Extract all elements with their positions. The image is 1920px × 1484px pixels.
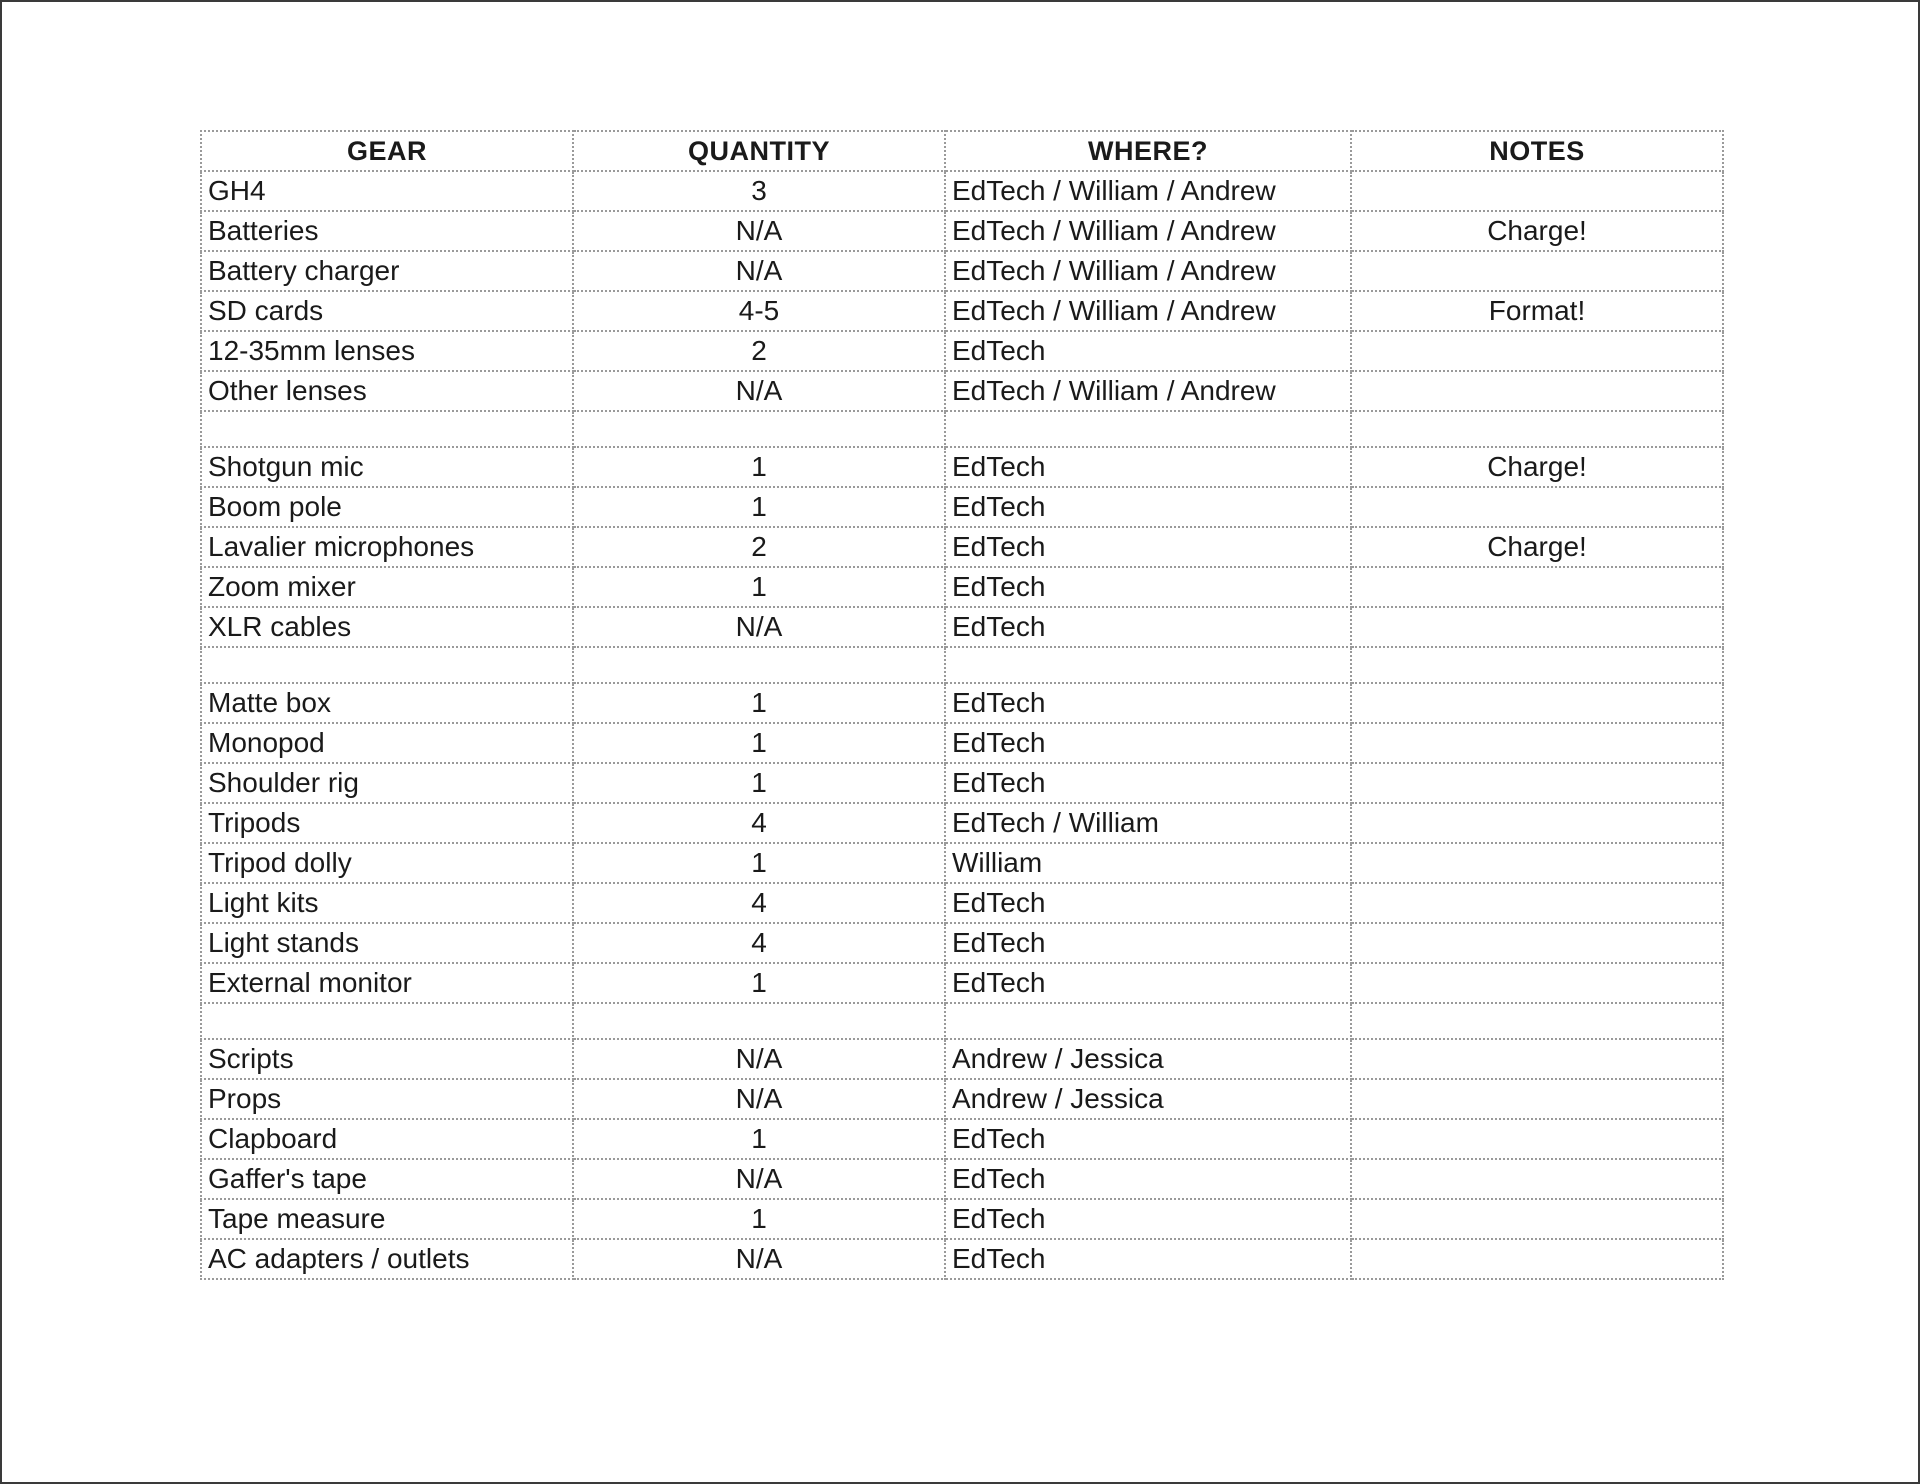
notes-cell: Charge! bbox=[1351, 527, 1723, 567]
quantity-cell: 1 bbox=[573, 1119, 945, 1159]
table-row bbox=[201, 1239, 1723, 1279]
header-notes: NOTES bbox=[1351, 131, 1723, 171]
where-cell: EdTech bbox=[945, 487, 1351, 527]
quantity-cell: N/A bbox=[573, 1159, 945, 1199]
header-quantity: QUANTITY bbox=[573, 131, 945, 171]
gear-cell: Shoulder rig bbox=[201, 763, 573, 803]
gear-cell: Monopod bbox=[201, 723, 573, 763]
quantity-cell: 1 bbox=[573, 723, 945, 763]
notes-cell bbox=[1351, 963, 1723, 1003]
table-row bbox=[201, 683, 1723, 723]
notes-cell bbox=[1351, 331, 1723, 371]
quantity-cell: 1 bbox=[573, 447, 945, 487]
where-cell: EdTech / William / Andrew bbox=[945, 251, 1351, 291]
gear-cell: Gaffer's tape bbox=[201, 1159, 573, 1199]
where-cell: EdTech bbox=[945, 331, 1351, 371]
table-body bbox=[201, 171, 1723, 1279]
gear-cell: Light kits bbox=[201, 883, 573, 923]
gear-cell bbox=[201, 411, 573, 447]
where-cell: EdTech bbox=[945, 683, 1351, 723]
table-row bbox=[201, 1039, 1723, 1079]
table-row bbox=[201, 923, 1723, 963]
notes-cell bbox=[1351, 1239, 1723, 1279]
gear-cell: Batteries bbox=[201, 211, 573, 251]
quantity-cell: 1 bbox=[573, 683, 945, 723]
quantity-cell: 1 bbox=[573, 1199, 945, 1239]
gear-cell: Boom pole bbox=[201, 487, 573, 527]
notes-cell bbox=[1351, 567, 1723, 607]
where-cell: EdTech bbox=[945, 527, 1351, 567]
where-cell bbox=[945, 411, 1351, 447]
gear-cell: Zoom mixer bbox=[201, 567, 573, 607]
notes-cell: Format! bbox=[1351, 291, 1723, 331]
where-cell: EdTech bbox=[945, 1159, 1351, 1199]
table-row bbox=[201, 447, 1723, 487]
notes-cell bbox=[1351, 1199, 1723, 1239]
where-cell: EdTech / William bbox=[945, 803, 1351, 843]
where-cell bbox=[945, 1003, 1351, 1039]
quantity-cell: 2 bbox=[573, 527, 945, 567]
table-row bbox=[201, 251, 1723, 291]
notes-cell bbox=[1351, 763, 1723, 803]
quantity-cell: N/A bbox=[573, 1039, 945, 1079]
gear-cell: AC adapters / outlets bbox=[201, 1239, 573, 1279]
table-row bbox=[201, 1079, 1723, 1119]
quantity-cell bbox=[573, 411, 945, 447]
table-row bbox=[201, 331, 1723, 371]
notes-cell bbox=[1351, 371, 1723, 411]
gear-cell: Matte box bbox=[201, 683, 573, 723]
notes-cell bbox=[1351, 647, 1723, 683]
notes-cell bbox=[1351, 487, 1723, 527]
table-row bbox=[201, 487, 1723, 527]
where-cell: Andrew / Jessica bbox=[945, 1039, 1351, 1079]
where-cell: William bbox=[945, 843, 1351, 883]
notes-cell bbox=[1351, 251, 1723, 291]
where-cell: EdTech / William / Andrew bbox=[945, 371, 1351, 411]
quantity-cell: N/A bbox=[573, 607, 945, 647]
gear-cell: Scripts bbox=[201, 1039, 573, 1079]
notes-cell: Charge! bbox=[1351, 211, 1723, 251]
where-cell: EdTech bbox=[945, 1119, 1351, 1159]
gear-cell: Props bbox=[201, 1079, 573, 1119]
gear-cell: GH4 bbox=[201, 171, 573, 211]
where-cell: EdTech bbox=[945, 963, 1351, 1003]
table-row bbox=[201, 1119, 1723, 1159]
table-row bbox=[201, 607, 1723, 647]
header-row bbox=[201, 131, 1723, 171]
gear-cell: Lavalier microphones bbox=[201, 527, 573, 567]
where-cell: EdTech bbox=[945, 447, 1351, 487]
table-row bbox=[201, 763, 1723, 803]
where-cell: EdTech bbox=[945, 723, 1351, 763]
where-cell: EdTech bbox=[945, 1239, 1351, 1279]
gear-cell: Light stands bbox=[201, 923, 573, 963]
where-cell: EdTech bbox=[945, 1199, 1351, 1239]
gear-cell bbox=[201, 647, 573, 683]
table-row bbox=[201, 371, 1723, 411]
table-row bbox=[201, 803, 1723, 843]
gear-checklist-table bbox=[200, 130, 1724, 1280]
header-where: WHERE? bbox=[945, 131, 1351, 171]
table-row bbox=[201, 291, 1723, 331]
gear-cell: Shotgun mic bbox=[201, 447, 573, 487]
table-row bbox=[201, 963, 1723, 1003]
notes-cell bbox=[1351, 1003, 1723, 1039]
where-cell: EdTech bbox=[945, 883, 1351, 923]
where-cell: EdTech bbox=[945, 567, 1351, 607]
notes-cell bbox=[1351, 883, 1723, 923]
gear-cell: XLR cables bbox=[201, 607, 573, 647]
table-row bbox=[201, 843, 1723, 883]
quantity-cell: N/A bbox=[573, 251, 945, 291]
notes-cell bbox=[1351, 1119, 1723, 1159]
quantity-cell: N/A bbox=[573, 1079, 945, 1119]
quantity-cell: 4-5 bbox=[573, 291, 945, 331]
gear-cell: SD cards bbox=[201, 291, 573, 331]
quantity-cell: 2 bbox=[573, 331, 945, 371]
quantity-cell: 1 bbox=[573, 763, 945, 803]
quantity-cell: N/A bbox=[573, 211, 945, 251]
gear-cell: External monitor bbox=[201, 963, 573, 1003]
quantity-cell: 3 bbox=[573, 171, 945, 211]
where-cell: EdTech / William / Andrew bbox=[945, 171, 1351, 211]
table-row bbox=[201, 883, 1723, 923]
quantity-cell: 4 bbox=[573, 923, 945, 963]
notes-cell bbox=[1351, 923, 1723, 963]
gear-cell bbox=[201, 1003, 573, 1039]
gear-cell: Tape measure bbox=[201, 1199, 573, 1239]
table-row bbox=[201, 723, 1723, 763]
where-cell: EdTech bbox=[945, 763, 1351, 803]
quantity-cell bbox=[573, 1003, 945, 1039]
where-cell: EdTech bbox=[945, 923, 1351, 963]
table-row bbox=[201, 171, 1723, 211]
notes-cell bbox=[1351, 411, 1723, 447]
quantity-cell: 1 bbox=[573, 487, 945, 527]
notes-cell bbox=[1351, 1039, 1723, 1079]
notes-cell bbox=[1351, 171, 1723, 211]
where-cell: EdTech / William / Andrew bbox=[945, 291, 1351, 331]
quantity-cell: N/A bbox=[573, 371, 945, 411]
spacer-row bbox=[201, 1003, 1723, 1039]
quantity-cell: 1 bbox=[573, 843, 945, 883]
where-cell: EdTech bbox=[945, 607, 1351, 647]
table-row bbox=[201, 1199, 1723, 1239]
quantity-cell: N/A bbox=[573, 1239, 945, 1279]
table-row bbox=[201, 211, 1723, 251]
gear-cell: Other lenses bbox=[201, 371, 573, 411]
where-cell bbox=[945, 647, 1351, 683]
gear-cell: Tripods bbox=[201, 803, 573, 843]
table-row bbox=[201, 527, 1723, 567]
notes-cell bbox=[1351, 803, 1723, 843]
spacer-row bbox=[201, 647, 1723, 683]
notes-cell: Charge! bbox=[1351, 447, 1723, 487]
notes-cell bbox=[1351, 1079, 1723, 1119]
quantity-cell bbox=[573, 647, 945, 683]
notes-cell bbox=[1351, 607, 1723, 647]
notes-cell bbox=[1351, 1159, 1723, 1199]
gear-cell: Tripod dolly bbox=[201, 843, 573, 883]
table-row bbox=[201, 1159, 1723, 1199]
notes-cell bbox=[1351, 683, 1723, 723]
quantity-cell: 1 bbox=[573, 567, 945, 607]
header-gear: GEAR bbox=[201, 131, 573, 171]
spacer-row bbox=[201, 411, 1723, 447]
notes-cell bbox=[1351, 843, 1723, 883]
quantity-cell: 4 bbox=[573, 803, 945, 843]
gear-cell: Clapboard bbox=[201, 1119, 573, 1159]
gear-cell: 12-35mm lenses bbox=[201, 331, 573, 371]
gear-cell: Battery charger bbox=[201, 251, 573, 291]
quantity-cell: 4 bbox=[573, 883, 945, 923]
table-row bbox=[201, 567, 1723, 607]
notes-cell bbox=[1351, 723, 1723, 763]
where-cell: Andrew / Jessica bbox=[945, 1079, 1351, 1119]
where-cell: EdTech / William / Andrew bbox=[945, 211, 1351, 251]
quantity-cell: 1 bbox=[573, 963, 945, 1003]
